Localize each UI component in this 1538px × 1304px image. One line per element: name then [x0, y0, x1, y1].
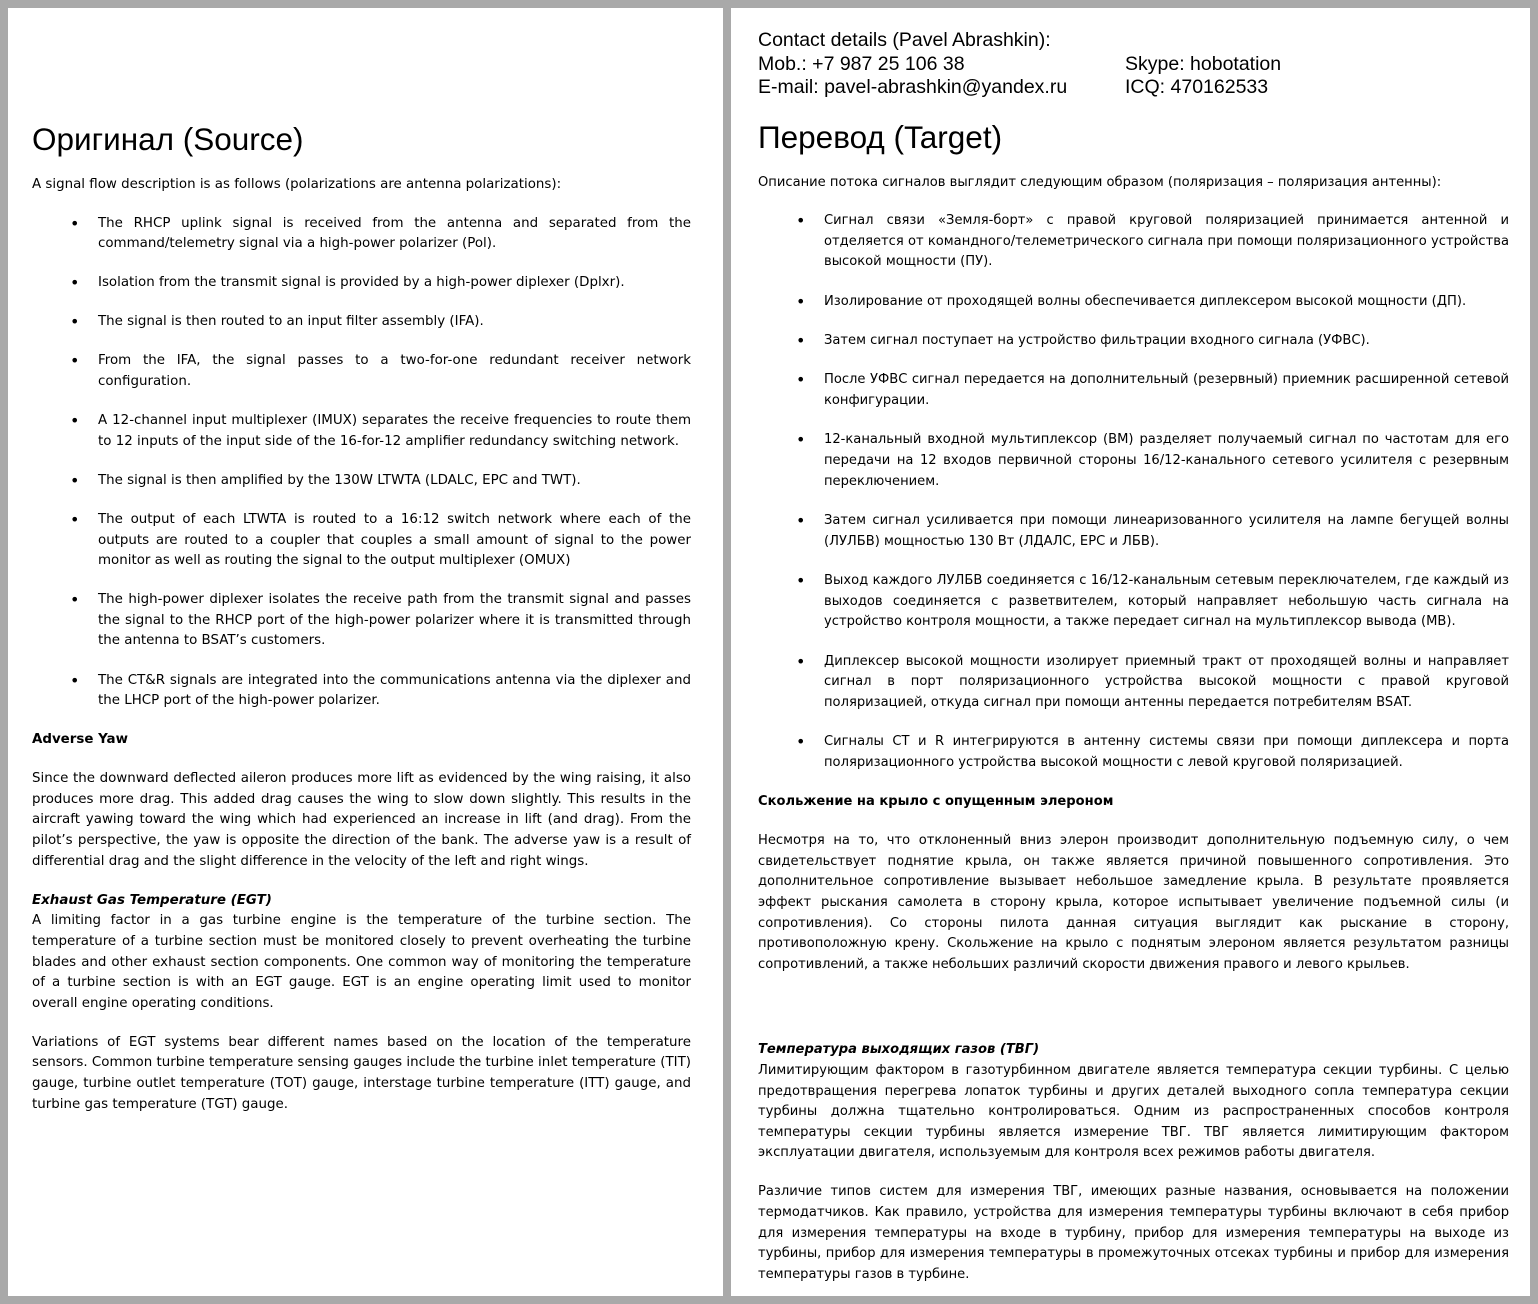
- target-bullet: • Сигнал связи «Земля-борт» с правой круговой поляризацией принимается антенной и отделяется от командного/телеметрического сигнала при помощи поляризационного устройства высокой мощности (ПУ).: [758, 211, 1509, 273]
- source-egt-text-1: A limiting factor in a gas turbine engine is the temperature of the turbine section. The temperature of a turbine section must be monitored closely to prevent overheating the turbine blades and other exhaust section components. One common way of monitoring the temperature of a turbine section is with an EGT gauge. EGT is an engine operating limit used to monitor overall engine operating conditions.: [32, 913, 691, 1011]
- source-adverse-text: Since the downward deflected aileron produces more lift as evidenced by the wing raising, it also produces more drag. This added drag causes the wing to slow down slightly. This results in the aircraft yawing toward the wing which had experienced an increase in lift (and drag). From the pilot’s perspective, the yaw is opposite the direction of the bank. The adverse yaw is a result of differential drag and the slight difference in the velocity of the left and right wings.: [32, 771, 691, 869]
- source-bullet: • From the IFA, the signal passes to a two-for-one redundant receiver network configuration.: [32, 351, 691, 392]
- contact-details: [758, 29, 1509, 100]
- target-adverse-heading: Скольжение на крыло с опущенным элероном: [758, 794, 1114, 810]
- source-bullet: • The high-power diplexer isolates the receive path from the transmit signal and passes the signal to the RHCP port of the high-power polarizer where it is transmitted through the antenna to BSAT’s customers.: [32, 590, 691, 652]
- target-bullet: • Выход каждого ЛУЛБВ соединяется с 16/12-канальным сетевым переключателем, где каждый из выходов соединяется с разветвителем, который направляет небольшую часть сигнала на устройство контроля мощности, а также передает сигнал на мультиплексор вывода (МВ).: [758, 571, 1509, 633]
- source-bullet: • The RHCP uplink signal is received from the antenna and separated from the command/telemetry signal via a high-power polarizer (Pol).: [32, 214, 691, 255]
- target-bullet-list: [758, 211, 1509, 773]
- target-bullet: • Изолирование от проходящей волны обеспечивается диплексером высокой мощности (ДП).: [758, 292, 1509, 313]
- contact-title: Contact details (Pavel Abrashkin):: [758, 29, 1051, 51]
- source-bullet: • A 12-channel input multiplexer (IMUX) separates the receive frequencies to route them to 12 inputs of the input side of the 16-for-12 amplifier redundancy switching network.: [32, 411, 691, 452]
- source-bullet: • Isolation from the transmit signal is provided by a high-power diplexer (Dplxr).: [32, 273, 691, 294]
- target-title: Перевод (Target): [758, 118, 1003, 155]
- contact-skype: Skype: hobotation: [1125, 52, 1282, 75]
- source-page: [8, 8, 723, 1296]
- target-egt-text-2: Различие типов систем для измерения ТВГ, имеющих разные названия, основывается на положении термодатчиков. Как правило, устройства для измерения температуры турбины включают в себя прибор для измерения температуры на входе в турбину, прибор для измерения температуры на выходе из турбины, прибор для измерения температуры в промежуточных отсеках турбины и прибор для измерения температуры газов в турбине.: [758, 1184, 1509, 1282]
- source-egt-heading: Exhaust Gas Temperature (EGT): [32, 892, 272, 908]
- target-page: [731, 8, 1530, 1296]
- source-egt-text-2: Variations of EGT systems bear different names based on the location of the temperature sensors. Common turbine temperature sensing gauges include the turbine inlet temperature (TIT) gauge, turbine outlet temperature (TOT) gauge, interstage turbine temperature (ITT) gauge, and turbine gas temperature (TGT) gauge.: [32, 1034, 691, 1112]
- target-bullet: • Сигналы CT и R интегрируются в антенну системы связи при помощи диплексера и порта поляризационного устройства высокой мощности с левой круговой поляризацией.: [758, 732, 1509, 773]
- source-bullet: • The signal is then amplified by the 130W LTWTA (LDALC, EPC and TWT).: [32, 471, 691, 492]
- target-bullet: • Диплексер высокой мощности изолирует приемный тракт от проходящей волны и направляет сигнал в порт поляризационного устройства высокой мощности с правой круговой поляризацией, откуда сигнал при помощи антенны передается потребителям BSAT.: [758, 652, 1509, 714]
- source-intro: A signal flow description is as follows (polarizations are antenna polarizations):: [32, 177, 562, 192]
- target-bullet: • Затем сигнал усиливается при помощи линеаризованного усилителя на лампе бегущей волны (ЛУЛБВ) мощностью 130 Вт (ЛДАЛС, ЕРС и ЛБВ).: [758, 511, 1509, 552]
- source-bullet-list: [32, 214, 691, 712]
- source-title: Оригинал (Source): [32, 121, 304, 157]
- target-bullet: • После УФВС сигнал передается на дополнительный (резервный) приемник расширенной сетевой конфигурации.: [758, 370, 1509, 411]
- target-egt-heading: Температура выходящих газов (ТВГ): [758, 1042, 1040, 1058]
- contact-icq: ICQ: 470162533: [1125, 76, 1269, 98]
- contact-mobile: Mob.: +7 987 25 106 38: [758, 52, 965, 75]
- source-bullet: • The signal is then routed to an input filter assembly (IFA).: [32, 312, 691, 333]
- target-intro: Описание потока сигналов выглядит следующим образом (поляризация – поляризация антенны):: [758, 174, 1442, 190]
- source-bullet: • The output of each LTWTA is routed to a 16:12 switch network where each of the outputs are routed to a coupler that couples a small amount of signal to the power monitor as well as routing the signal to the output multiplexer (OMUX): [32, 510, 691, 572]
- target-bullet: • 12-канальный входной мультиплексор (ВМ) разделяет получаемый сигнал по частотам для его передачи на 12 входов первичной стороны 16/12-канального сетевого усилителя с резервным переключением.: [758, 430, 1509, 492]
- target-bullet: • Затем сигнал поступает на устройство фильтрации входного сигнала (УФВС).: [758, 331, 1509, 352]
- source-bullet: • The CT&R signals are integrated into the communications antenna via the diplexer and the LHCP port of the high-power polarizer.: [32, 671, 691, 712]
- contact-email: E-mail: pavel-abrashkin@yandex.ru: [758, 76, 1068, 98]
- target-adverse-text: Несмотря на то, что отклоненный вниз элерон производит дополнительную подъемную силу, о чем свидетельствует поднятие крыла, он также является причиной повышенного сопротивления. Это дополнительное сопротивление вызывает небольшое замедление крыла. В результате проявляется эффект рыскания самолета в сторону крыла, которое испытывает увеличение подъемной силы (и сопротивления). Со стороны пилота данная ситуация выглядит как рыскание в сторону, противоположную крену. Скольжение на крыло с поднятым элероном является результатом разницы сопротивлений, а также небольших различий скорости движения правого и левого крыльев.: [758, 833, 1509, 972]
- source-adverse-heading: Adverse Yaw: [32, 732, 128, 748]
- target-egt-text-1: Лимитирующим фактором в газотурбинном двигателе является температура секции турбины. С целью предотвращения перегрева лопаток турбины и других деталей выходного сопла температура секции турбины должна тщательно контролироваться. Одним из распространенных способов контроля температуры секции турбины является измерение ТВГ. ТВГ является лимитирующим фактором эксплуатации двигателя, используемым для контроля всех режимов работы двигателя.: [758, 1062, 1509, 1161]
